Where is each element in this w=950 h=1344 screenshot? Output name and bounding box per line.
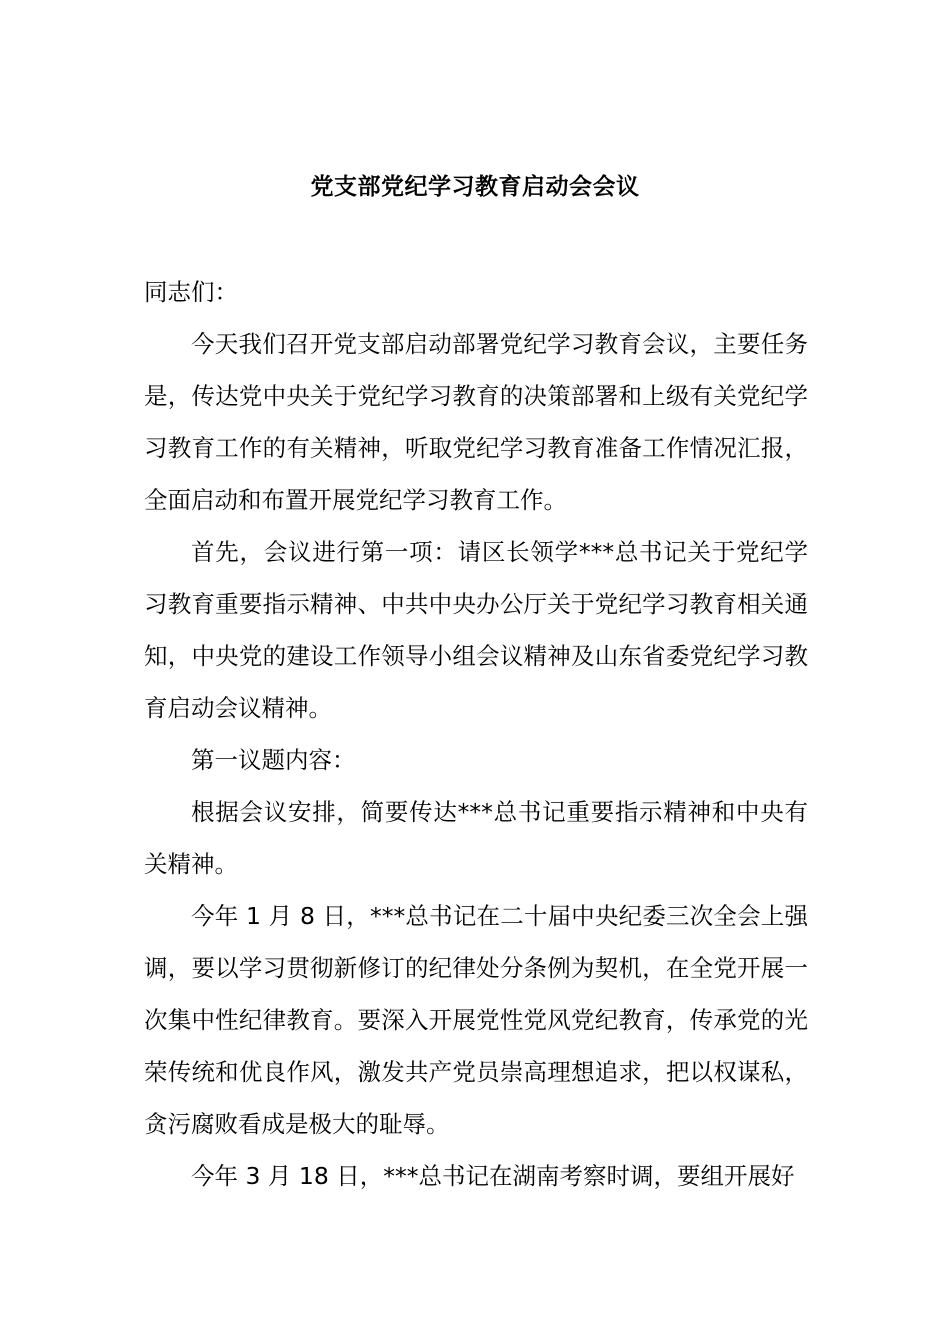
- document-body: [144, 266, 808, 1202]
- paragraph-first-topic-heading: 第一议题内容：: [191, 746, 356, 774]
- paragraph-first-item: 首先，会议进行第一项：请区长领学***总书记关于党纪学习教育重要指示精神、中共中央办公厅关于党纪学习教育相关通知，中央党的建设工作领导小组会议精神及山东省委党纪学习教育启动会议精神。: [144, 538, 808, 722]
- paragraph-january-8: 今年 1 月 8 日，***总书记在二十届中央纪委三次全会上强调，要以学习贯彻新修订的纪律处分条例为契机，在全党开展一次集中性纪律教育。要深入开展党性党风党纪教育，传承党的光荣传统和优良作风，激发共产党员崇高理想追求，把以权谋私，贪污腐败看成是极大的耻辱。: [144, 902, 808, 1138]
- document-title: 党支部党纪学习教育启动会会议: [310, 174, 640, 200]
- paragraph-arrangement: 根据会议安排，简要传达***总书记重要指示精神和中央有关精神。: [144, 798, 808, 878]
- paragraph-meeting-purpose: 今天我们召开党支部启动部署党纪学习教育会议，主要任务是，传达党中央关于党纪学习教育的决策部署和上级有关党纪学习教育工作的有关精神，听取党纪学习教育准备工作情况汇报，全面启动和布置开展党纪学习教育工作。: [144, 330, 808, 514]
- paragraph-march-18: 今年 3 月 18 日，***总书记在湖南考察时调，要组开展好: [191, 1162, 795, 1190]
- salutation: 同志们：: [144, 278, 238, 306]
